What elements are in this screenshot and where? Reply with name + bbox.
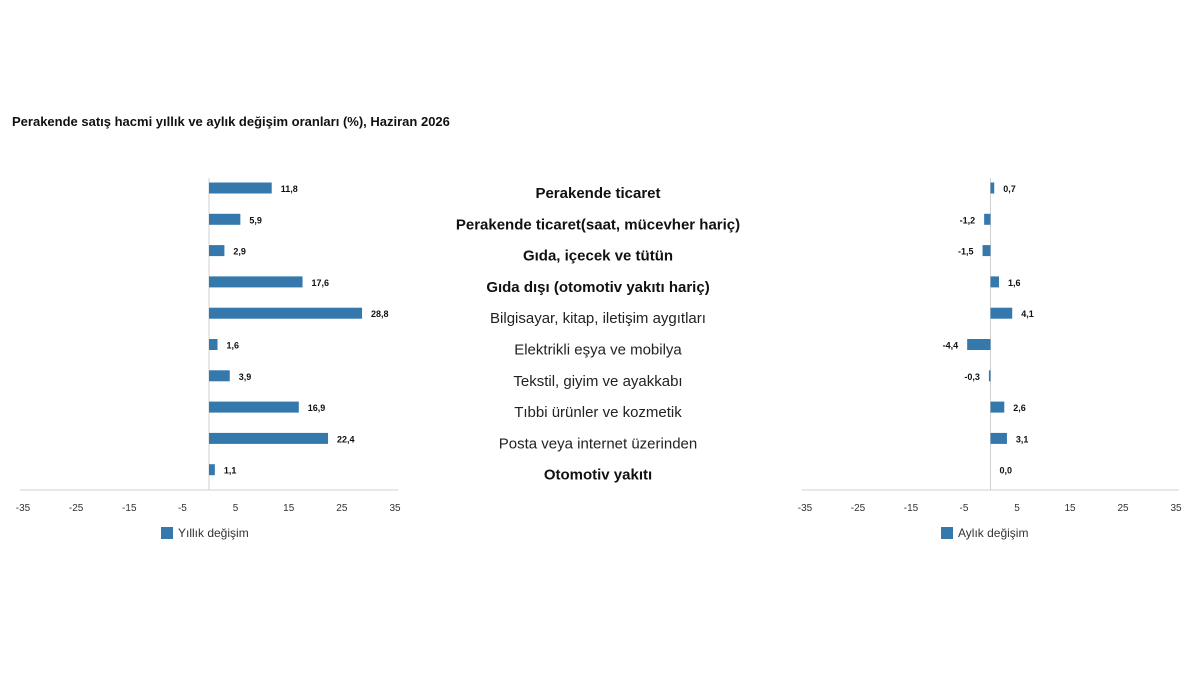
annual-bar	[209, 245, 224, 256]
annual-value-label: 16,9	[307, 403, 326, 414]
annual-value-label: 17,6	[311, 277, 330, 288]
monthly-tick-label: 5	[1014, 503, 1020, 514]
annual-bar	[209, 370, 230, 381]
annual-bar	[209, 308, 362, 319]
annual-tick-label: 5	[232, 503, 239, 514]
monthly-value-label: 1,6	[1007, 277, 1021, 288]
annual-tick-label: -35	[15, 503, 31, 514]
monthly-bar	[991, 402, 1005, 413]
monthly-bar	[991, 308, 1013, 319]
category-label: Posta veya internet üzerinden	[498, 435, 698, 453]
annual-bar	[209, 339, 218, 350]
category-label: Perakende ticaret(saat, mücevher hariç)	[455, 216, 741, 234]
monthly-bar	[991, 276, 999, 287]
annual-change-panel	[16, 178, 401, 540]
category-label: Gıda, içecek ve tütün	[522, 247, 674, 265]
monthly-value-label: 3,1	[1015, 434, 1029, 445]
annual-value-label: 3,9	[238, 371, 252, 382]
annual-tick-label: 25	[336, 503, 348, 514]
annual-value-label: 11,8	[280, 184, 298, 194]
monthly-bar	[991, 433, 1007, 444]
monthly-tick-label: 15	[1064, 503, 1076, 514]
monthly-bar	[991, 183, 995, 194]
monthly-value-label: -4,4	[942, 340, 959, 351]
monthly-legend-swatch	[941, 527, 953, 539]
monthly-value-label: -1,2	[959, 215, 976, 226]
annual-legend-label: Yıllık değişim	[178, 526, 249, 540]
annual-legend-swatch	[161, 527, 173, 539]
category-label: Tekstil, giyim ve ayakkabı	[513, 372, 683, 390]
monthly-bar	[967, 339, 990, 350]
category-label: Gıda dışı (otomotiv yakıtı hariç)	[486, 278, 710, 296]
monthly-value-label: -1,5	[958, 246, 974, 257]
annual-tick-label: 15	[283, 503, 295, 514]
annual-bar	[209, 402, 299, 413]
monthly-change-panel	[798, 178, 1182, 540]
category-label: Bilgisayar, kitap, iletişim aygıtları	[490, 310, 706, 328]
monthly-value-label: 4,1	[1021, 309, 1034, 320]
annual-bar	[209, 276, 303, 287]
monthly-legend-label: Aylık değişim	[958, 526, 1029, 540]
monthly-tick-label: -15	[903, 503, 919, 514]
monthly-bar	[983, 245, 991, 256]
monthly-tick-label: -35	[797, 503, 813, 514]
category-label: Perakende ticaret	[535, 185, 661, 202]
monthly-value-label: 0,0	[999, 465, 1013, 476]
monthly-tick-label: 25	[1117, 503, 1129, 514]
annual-value-label: 5,9	[249, 215, 262, 226]
annual-tick-label: -5	[177, 503, 187, 514]
category-label: Tıbbi ürünler ve kozmetik	[514, 404, 682, 422]
annual-value-label: 1,6	[226, 340, 240, 351]
monthly-value-label: 0,7	[1003, 184, 1016, 194]
annual-value-label: 28,8	[371, 309, 389, 320]
monthly-value-label: 2,6	[1013, 403, 1026, 414]
annual-value-label: 2,9	[233, 246, 246, 257]
annual-tick-label: 35	[389, 503, 401, 514]
annual-tick-label: -15	[122, 503, 137, 514]
monthly-bar	[989, 370, 991, 381]
monthly-tick-label: -25	[850, 503, 866, 514]
annual-value-label: 1,1	[223, 465, 237, 476]
monthly-value-label: -0,3	[964, 371, 980, 382]
chart-title: Perakende satış hacmi yıllık ve aylık değişim oranları (%), Haziran 2026	[12, 114, 450, 129]
monthly-bar	[984, 214, 990, 225]
annual-bar	[209, 183, 272, 194]
category-label: Otomotiv yakıtı	[543, 466, 653, 484]
annual-tick-label: -25	[68, 503, 84, 514]
monthly-tick-label: -5	[959, 503, 969, 514]
annual-bar	[209, 464, 215, 475]
monthly-tick-label: 35	[1170, 503, 1182, 514]
category-labels	[456, 185, 740, 484]
annual-bar	[209, 433, 328, 444]
annual-bar	[209, 214, 240, 225]
category-label: Elektrikli eşya ve mobilya	[514, 341, 682, 359]
annual-value-label: 22,4	[337, 434, 355, 445]
